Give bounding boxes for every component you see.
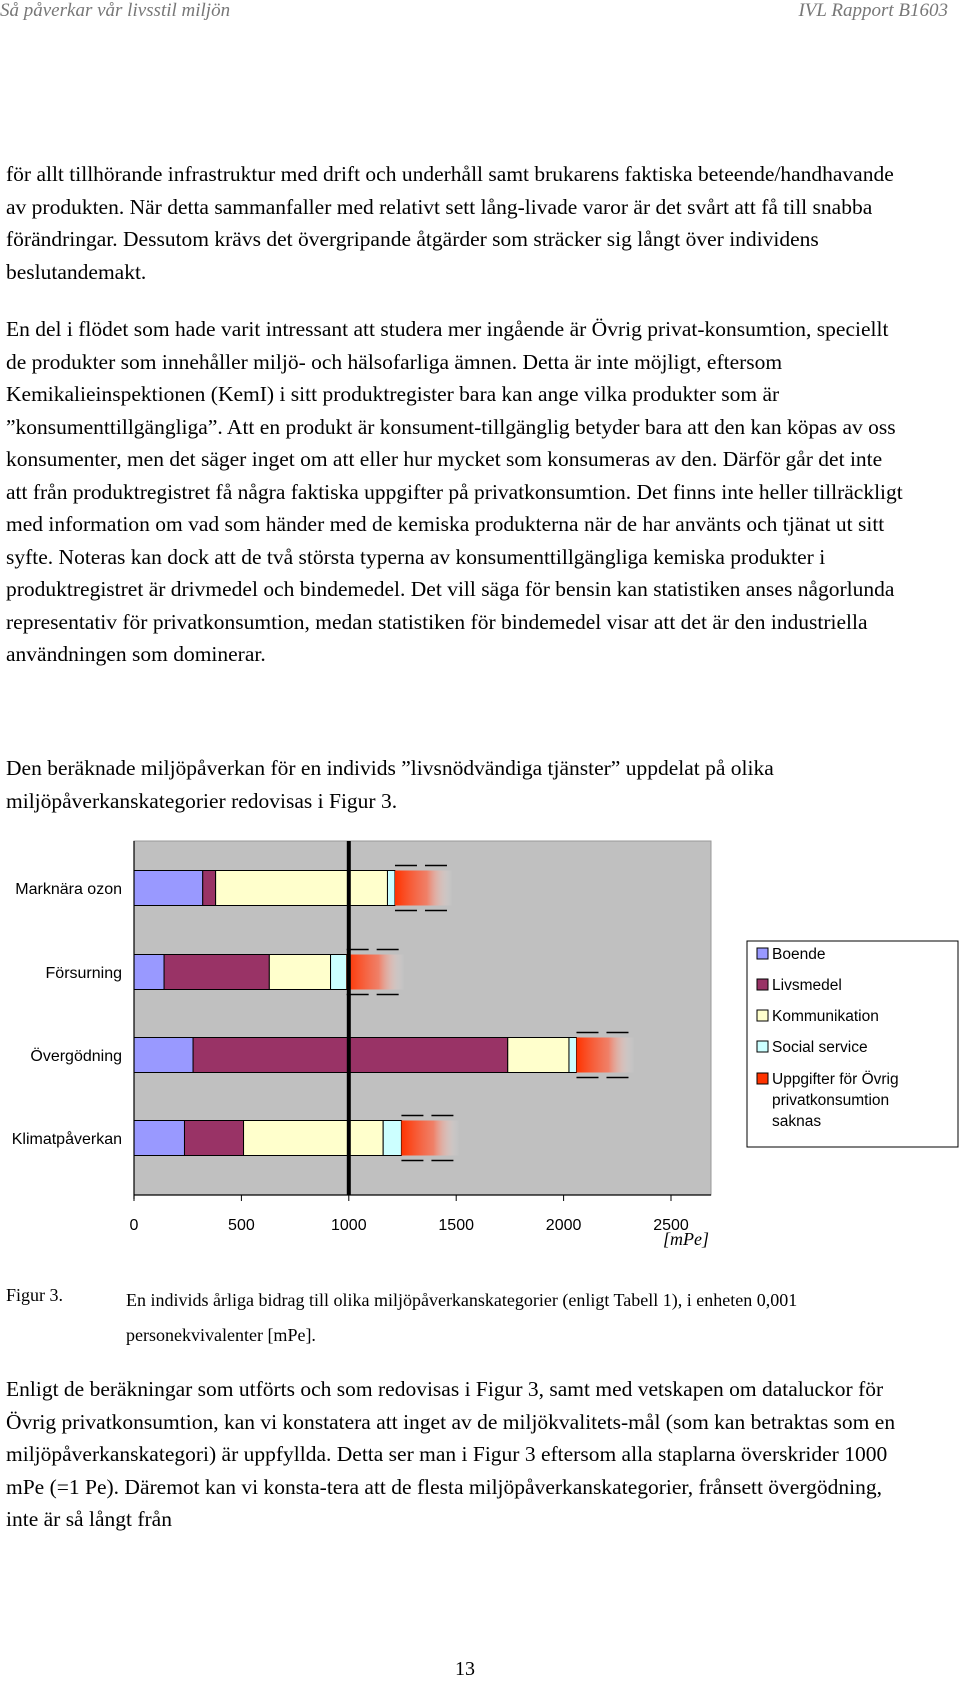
page-header: [0, 0, 960, 22]
legend-swatch: [757, 979, 768, 990]
paragraph-1: för allt tillhörande infrastruktur med drift och underhåll samt brukarens faktiska beteende/handhavande av produkten. När detta sammanfaller med relativt sett lång-livade varor är det svårt att få till snabba förändringar. Dessutom krävs det övergripande åtgärder som sträcker sig långt över individens beslutandemakt.: [6, 162, 894, 284]
legend-swatch: [757, 1041, 768, 1052]
category-label: Marknära ozon: [15, 881, 122, 898]
stacked-bar-chart: [0, 836, 960, 1276]
figure-caption-label: Figur 3.: [6, 1285, 64, 1305]
bar-segment: [569, 1038, 577, 1073]
bar-segment: [244, 1121, 384, 1156]
legend-label: Kommunikation: [772, 1008, 879, 1025]
bar-segment: [395, 871, 453, 906]
legend-swatch: [757, 1073, 768, 1084]
x-tick-label: 500: [228, 1217, 255, 1234]
bar-segment: [508, 1038, 569, 1073]
header-title: Så påverkar vår livsstil miljön: [0, 0, 231, 21]
x-tick-label: 2000: [545, 1217, 582, 1234]
bar-segment: [134, 1038, 193, 1073]
x-tick-label: 1500: [438, 1217, 474, 1234]
bar-segment: [269, 955, 330, 990]
bar-segment: [134, 955, 164, 990]
page-number: 13: [455, 1658, 475, 1680]
bar-segment: [134, 1121, 184, 1156]
legend-swatch: [757, 948, 768, 959]
category-label: Klimatpåverkan: [11, 1131, 122, 1148]
legend: [747, 941, 958, 1147]
bar-segment: [164, 955, 269, 990]
category-label: Försurning: [45, 965, 122, 982]
category-label: Övergödning: [30, 1048, 122, 1065]
x-tick-label: 1000: [331, 1217, 367, 1234]
bar-segment: [576, 1038, 634, 1073]
bar-segment: [331, 955, 347, 990]
bar-segment: [347, 955, 405, 990]
legend-label: Livsmedel: [772, 977, 842, 994]
figure-caption-text: En individs årliga bidrag till olika miljöpåverkanskategorier (enligt Tabell 1), i enheten 0,001 personekvivalenter [mPe].: [126, 1290, 798, 1345]
legend-swatch: [757, 1010, 768, 1021]
bar-segment: [134, 871, 203, 906]
bar-segment: [203, 871, 216, 906]
bar-segment: [216, 871, 388, 906]
paragraph-4: Enligt de beräkningar som utförts och som redovisas i Figur 3, samt med vetskapen om dataluckor för Övrig privatkonsumtion, kan vi konstatera att inget av de miljökvalitets-mål (som kan betraktas som en miljöpåverkanskategori) är uppfyllda. Detta ser man i Figur 3 eftersom alla staplarna överskrider 1000 mPe (=1 Pe). Däremot kan vi konsta-tera att de flesta miljöpåverkanskategorier, frånsett övergödning, inte är så långt från: [6, 1377, 896, 1531]
header-report-id: IVL Rapport B1603: [798, 0, 948, 21]
legend-label: Uppgifter för Övrig privatkonsumtion saknas: [772, 1071, 899, 1130]
legend-label: Social service: [772, 1039, 868, 1056]
bar-segment: [401, 1121, 459, 1156]
paragraph-3: Den beräknade miljöpåverkan för en individs ”livsnödvändiga tjänster” uppdelat på olika miljöpåverkanskategorier redovisas i Figur 3.: [6, 756, 774, 813]
bar-segment: [184, 1121, 243, 1156]
bar-segment: [383, 1121, 401, 1156]
x-tick-label: 2500: [653, 1217, 689, 1234]
bar-segment: [387, 871, 395, 906]
legend-label: Boende: [772, 946, 826, 963]
unit-label: [mPe]: [663, 1229, 709, 1249]
x-tick-label: 0: [129, 1217, 139, 1234]
paragraph-2: En del i flödet som hade varit intressant att studera mer ingående är Övrig privat-konsumtion, speciellt de produkter som innehåller miljö- och hälsofarliga ämnen. Detta är inte möjligt, eftersom Kemikalieinspektionen (KemI) i sitt produktregister bara kan ange vilka produkter som är ”konsumenttillgängliga”. Att en produkt är konsument-tillgänglig betyder bara att den kan köpas av oss konsumenter, men det säger inget om att eller hur mycket som konsumeras av den. Därför går det inte att från produktregistret få några faktiska uppgifter på privatkonsumtion. Det finns inte heller tillräckligt med information om vad som händer med de kemiska produkterna när de har använts och tjänat ut sitt syfte. Noteras kan dock att de två största typerna av konsumenttillgängliga kemiska produkter i produktregistret är drivmedel och bindemedel. Det vill säga för bensin kan statistiken anses någorlunda representativ för privatkonsumtion, medan statistiken för bindemedel visar att det är den industriella användningen som dominerar.: [6, 317, 903, 666]
